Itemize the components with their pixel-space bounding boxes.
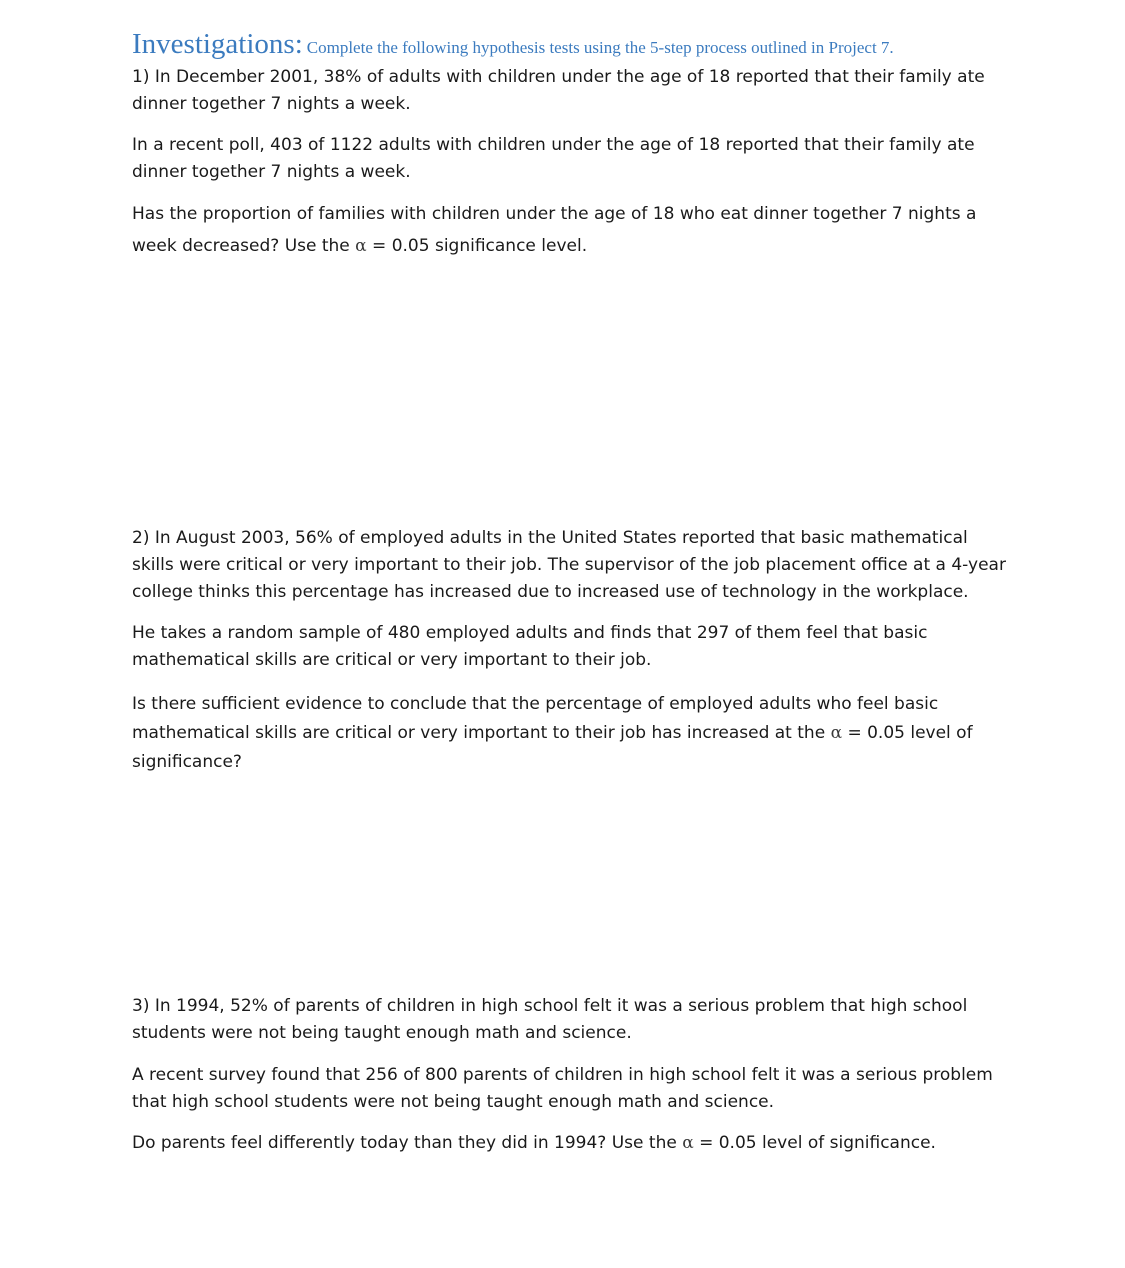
question-text: Has the proportion of families with children under the age of 18 who eat dinner together 7 nights a week decreased? Use the — [132, 204, 977, 256]
problem-2-question — [132, 690, 1012, 777]
question-text: = 0.05 level of significance. — [693, 1133, 936, 1153]
problem-1-intro: 1) In December 2001, 38% of adults with children under the age of 18 reported that their family ate dinner together 7 nights a week. — [132, 67, 985, 114]
alpha-symbol: α — [830, 723, 843, 743]
question-text: Is there sufficient evidence to conclude that the percentage of employed adults who feel basic mathematical skills are critical or very important to their job has increased at the — [132, 694, 939, 743]
section-heading — [132, 28, 1032, 61]
heading-subtitle: Complete the following hypothesis tests using the 5-step process outlined in Project 7. — [306, 38, 894, 57]
problem-2-intro: 2) In August 2003, 56% of employed adults in the United States reported that basic mathematical skills were critical or very important to their job. The supervisor of the job placement office at a 4-year college thinks this percentage has increased due to increased use of technology in the workplace. — [132, 528, 1006, 602]
alpha-symbol: α — [682, 1133, 694, 1153]
problem-2-data: He takes a random sample of 480 employed adults and finds that 297 of them feel that basic mathematical skills are critical or very important to their job. — [132, 623, 928, 670]
alpha-symbol: α — [355, 236, 367, 256]
problem-1-question — [132, 198, 1012, 262]
question-text: = 0.05 level of significance? — [132, 723, 973, 772]
heading-title: Investigations: — [132, 28, 303, 60]
problem-3-data: A recent survey found that 256 of 800 parents of children in high school felt it was a serious problem that high school students were not being taught enough math and science. — [132, 1065, 993, 1112]
question-text: Do parents feel differently today than they did in 1994? Use the — [132, 1133, 683, 1153]
problem-3-question — [132, 1130, 1012, 1157]
question-text: = 0.05 significance level. — [366, 236, 588, 256]
problem-1-data: In a recent poll, 403 of 1122 adults with children under the age of 18 reported that their family ate dinner together 7 nights a week. — [132, 135, 975, 182]
problem-3-intro: 3) In 1994, 52% of parents of children in high school felt it was a serious problem that high school students were not being taught enough math and science. — [132, 996, 968, 1043]
